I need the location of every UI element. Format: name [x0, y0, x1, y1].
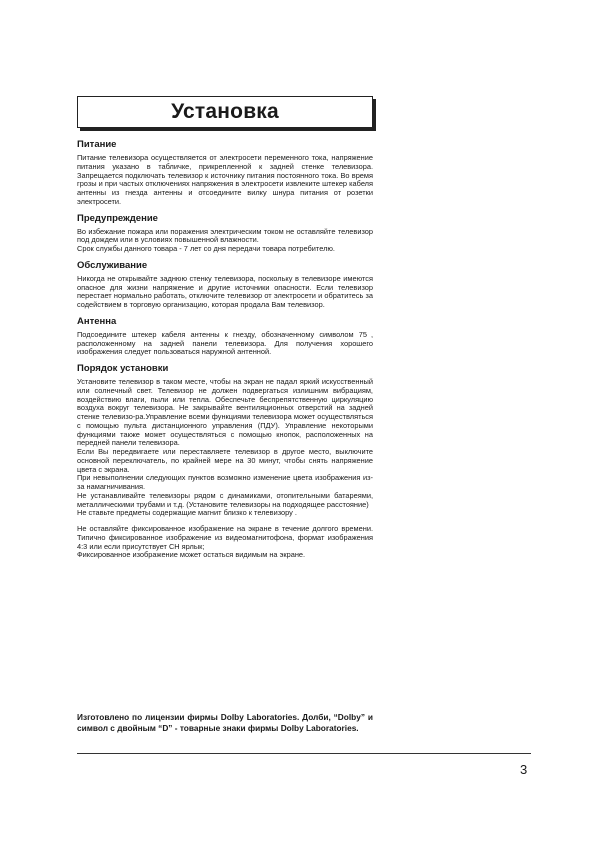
paragraph: Если Вы передвигаете или переставляете телевизор в другое место, выключите основной переключатель, по крайней мере на 30 минут, чтобы снять напряжение цвета с экрана.	[77, 447, 373, 474]
section-heading: Порядок установки	[77, 363, 169, 374]
paragraph: Никогда не открывайте заднюю стенку телевизора, поскольку в телевизоре имеются опасное для жизни напряжение и другие источники опасности. Если телевизор перестает нормально работать, отключите телевизор от электросети и обратитесь за содействием в торговую организацию, которая продала Вам телевизор.	[77, 273, 373, 309]
page-title: Установка	[171, 100, 279, 123]
license-note: Изготовлено по лицензии фирмы Dolby Laboratories. Долби, “Dolby” и символ с двойным “D” - товарные знаки фирмы Dolby Laboratories.	[77, 712, 373, 733]
content-column	[77, 139, 373, 566]
section-heading: Антенна	[77, 315, 117, 327]
section-installation	[77, 363, 373, 560]
section-heading: Обслуживание	[77, 259, 148, 271]
page-number: 3	[520, 762, 528, 777]
paragraph: При невыполнении следующих пунктов возможно изменение цвета изображения из-за намагничивания.	[77, 473, 373, 491]
section-antenna	[77, 316, 373, 357]
paragraph: Не устанавливайте телевизоры рядом с динамиками, отопительными батареями, металлическими трубами и т.д. (Установите телевизоры на подходящее расстояние)	[77, 490, 373, 509]
paragraph: Срок службы данного товара - 7 лет со дня передачи товара потребителю.	[77, 244, 335, 253]
section-power	[77, 139, 373, 207]
page-title-box	[77, 96, 373, 128]
paragraph: Установите телевизор в таком месте, чтобы на экран не падал яркий искусственный или солнечный свет. Телевизор не должен подвергаться излишним вибрациям, воздействию влаги, пыли или тепла. Обеспечьте беспрепятственную циркуляцию воздуха вокруг телевизора. Не закрывайте вентиляционных отверстий на задней стенке телевизо-ра.Управление всеми функциями телевизора может осуществляться с помощью пульта дистанционного управления (ПДУ). Управление некоторыми функциями также может осуществляться с помощью кнопок, расположенных на передней панели телевизора.	[77, 377, 373, 448]
section-heading: Питание	[77, 139, 117, 150]
paragraph: Фиксированное изображение может остаться видимым на экране.	[77, 550, 306, 560]
antenna-text-part1: Подсоедините штекер кабеля антенны к гнезду, обозначенному символом 75	[77, 329, 367, 339]
paragraph: Питание телевизора осуществляется от электросети переменного тока, напряжение питания указано в табличке, прикрепленной к задней стенке телевизора. Запрещается подключать телевизор к источнику питания постоянного тока. Во время грозы и при частых отключениях напряжения в электросети извлеките штекер кабеля антенны из гнезда антенны и отсоедините вилку шнура питания от розетки электросети.	[77, 153, 373, 206]
section-heading: Предупреждение	[77, 212, 158, 224]
footer-divider	[77, 753, 531, 754]
section-service	[77, 260, 373, 310]
paragraph: Не оставляйте фиксированное изображение на экране в течение долгого времени. Типично фиксированное изображение из видеомагнитофона, формат изображения 4:3 или если присутствует СН ярлык;	[77, 524, 373, 551]
antenna-text-part2: , расположенному на задней панели телевизора. Для получения хорошего изображения следует пользоваться наружной антенной.	[77, 329, 373, 357]
paragraph: Во избежание пожара или поражения электрическим током не оставляйте телевизор под дождем или в условиях повышенной влажности.	[77, 226, 373, 245]
paragraph: Не ставьте предметы содержащие магнит близко к телевизору .	[77, 508, 297, 518]
paragraph	[77, 331, 373, 357]
section-warning	[77, 213, 373, 254]
